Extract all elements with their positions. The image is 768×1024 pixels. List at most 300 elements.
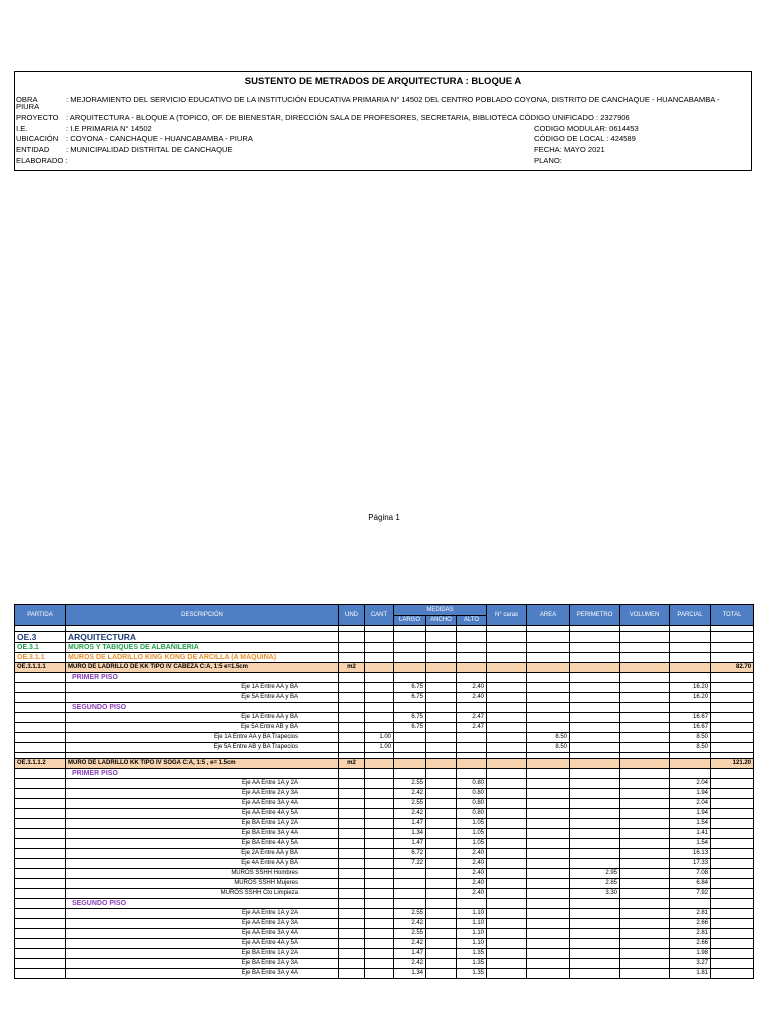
cell-area [527, 949, 570, 959]
cell-und [339, 909, 365, 919]
cell-caras [487, 769, 527, 779]
cell-volumen [620, 899, 670, 909]
cell-perimetro [570, 789, 620, 799]
cell-caras [487, 663, 527, 673]
cell-partida [15, 929, 66, 939]
cell-desc: SEGUNDO PISO [66, 703, 339, 713]
table-row [15, 849, 754, 859]
cell-und [339, 929, 365, 939]
col-partida: PARTIDA [15, 605, 66, 626]
cell-ancho [426, 899, 457, 909]
cell-caras [487, 819, 527, 829]
proyecto-value: : ARQUITECTURA - BLOQUE A (TOPICO, OF. DE BIENESTAR, DIRECCIÓN SALA DE PROFESORES, SECRETARIA, BIBLIOTECA CÓDIGO UNIFICADO : 2327906 [66, 113, 630, 122]
table-row [15, 969, 754, 979]
cell-largo: 2.42 [394, 959, 426, 969]
cell-desc: Eje BA Entre 3A y 4A [66, 969, 339, 979]
cell-largo [394, 643, 426, 653]
cell-ancho [426, 779, 457, 789]
cell-partida [15, 743, 66, 753]
cell-desc: Eje BA Entre 1A y 2A [66, 949, 339, 959]
cell-perimetro [570, 959, 620, 969]
cell-caras [487, 939, 527, 949]
cell-cant [365, 929, 394, 939]
cell-parcial [670, 703, 711, 713]
cell-parcial: 7.92 [670, 889, 711, 899]
cell-ancho [426, 939, 457, 949]
cell-partida [15, 909, 66, 919]
cell-caras [487, 643, 527, 653]
cell-parcial: 1.81 [670, 969, 711, 979]
cell-alto: 1.10 [457, 939, 487, 949]
cell-desc: Eje BA Entre 1A y 2A [66, 819, 339, 829]
cell-ancho [426, 949, 457, 959]
partida-row [15, 663, 754, 673]
cell-caras [487, 859, 527, 869]
table-row [15, 829, 754, 839]
cell-parcial: 16.20 [670, 683, 711, 693]
cell-perimetro: 3.30 [570, 889, 620, 899]
cell-parcial [670, 899, 711, 909]
cell-und [339, 779, 365, 789]
cell-parcial: 17.33 [670, 859, 711, 869]
entidad-label: ENTIDAD [16, 145, 50, 154]
cell-und [339, 919, 365, 929]
col-perimetro: PERIMETRO [570, 605, 620, 626]
cell-perimetro [570, 713, 620, 723]
cell-caras [487, 653, 527, 663]
cell-area [527, 759, 570, 769]
cell-largo: 6.75 [394, 683, 426, 693]
cell-desc: MUROS SSHH Cto Limpieza [66, 889, 339, 899]
cell-total [711, 733, 754, 743]
cell-largo [394, 759, 426, 769]
ubicacion-value: : COYONA - CANCHAQUE - HUANCABAMBA - PIURA [66, 134, 253, 143]
cell-partida [15, 869, 66, 879]
cell-volumen [620, 713, 670, 723]
metrados-body [15, 626, 754, 979]
table-row [15, 909, 754, 919]
cell-alto: 1.10 [457, 919, 487, 929]
cell-parcial: 7.08 [670, 869, 711, 879]
cell-ancho [426, 769, 457, 779]
cell-perimetro [570, 969, 620, 979]
table-row [15, 743, 754, 753]
cell-alto [457, 653, 487, 663]
cell-desc: MURO DE LADRILLO KK TIPO IV SOGA C:A, 1:5 , e= 1.5cm [66, 759, 339, 769]
cell-volumen [620, 829, 670, 839]
col-und: UND [339, 605, 365, 626]
cell-ancho [426, 703, 457, 713]
cell-volumen [620, 969, 670, 979]
cell-total [711, 703, 754, 713]
cell-cant [365, 643, 394, 653]
cell-cant [365, 869, 394, 879]
cell-desc: MUROS SSHH Mujeres [66, 879, 339, 889]
cell-ancho [426, 643, 457, 653]
cell-caras [487, 959, 527, 969]
cell-perimetro: 2.85 [570, 879, 620, 889]
cell-perimetro: 2.95 [570, 869, 620, 879]
cell-desc: PRIMER PISO [66, 673, 339, 683]
cell-partida [15, 673, 66, 683]
cell-area [527, 859, 570, 869]
cell-area: 8.50 [527, 743, 570, 753]
cell-total [711, 743, 754, 753]
cell-caras [487, 723, 527, 733]
obra-label: OBRA [16, 95, 38, 104]
ie-value: : I.E PRIMARIA N° 14502 [66, 124, 152, 133]
cell-volumen [620, 693, 670, 703]
cell-ancho [426, 909, 457, 919]
cell-total [711, 939, 754, 949]
cell-total [711, 969, 754, 979]
cell-perimetro [570, 809, 620, 819]
cell-parcial: 2.04 [670, 779, 711, 789]
cell-desc: MUROS Y TABIQUES DE ALBAÑILERIA [66, 643, 339, 653]
cell-perimetro [570, 849, 620, 859]
cell-caras [487, 713, 527, 723]
section-row [15, 643, 754, 653]
cell-cant [365, 809, 394, 819]
cell-cant [365, 673, 394, 683]
cell-largo: 2.42 [394, 939, 426, 949]
cell-ancho [426, 889, 457, 899]
cell-largo: 1.47 [394, 819, 426, 829]
cell-largo [394, 743, 426, 753]
cell-perimetro [570, 693, 620, 703]
cell-volumen [620, 653, 670, 663]
cell-area: 8.50 [527, 733, 570, 743]
cell-largo: 1.47 [394, 949, 426, 959]
cell-volumen [620, 919, 670, 929]
cell-alto: 1.35 [457, 969, 487, 979]
cell-total [711, 723, 754, 733]
cell-area [527, 713, 570, 723]
cell-desc: Eje 4A Entre AA y BA [66, 859, 339, 869]
cell-ancho [426, 839, 457, 849]
cell-cant [365, 779, 394, 789]
cell-alto: 1.05 [457, 829, 487, 839]
cell-desc: Eje AA Entre 1A y 2A [66, 779, 339, 789]
col-largo: LARGO [394, 616, 426, 626]
table-row [15, 789, 754, 799]
cell-total [711, 799, 754, 809]
cell-parcial: 16.67 [670, 713, 711, 723]
cell-partida [15, 839, 66, 849]
plano: PLANO: [534, 156, 562, 165]
cell-total [711, 789, 754, 799]
col-medidas: MEDIDAS [394, 605, 487, 616]
cell-partida [15, 939, 66, 949]
cell-area [527, 929, 570, 939]
cell-volumen [620, 859, 670, 869]
cell-und [339, 713, 365, 723]
cell-perimetro [570, 829, 620, 839]
cell-total [711, 653, 754, 663]
cell-desc: Eje 1A Entre AA y BA [66, 713, 339, 723]
cell-alto: 1.35 [457, 959, 487, 969]
cell-volumen [620, 769, 670, 779]
cell-volumen [620, 733, 670, 743]
table-row [15, 869, 754, 879]
cell-caras [487, 703, 527, 713]
cell-parcial [670, 673, 711, 683]
table-row [15, 839, 754, 849]
cell-total [711, 779, 754, 789]
cell-largo: 6.75 [394, 693, 426, 703]
cell-desc: Eje AA Entre 2A y 3A [66, 919, 339, 929]
cell-total: 121.20 [711, 759, 754, 769]
cell-und [339, 733, 365, 743]
cell-und [339, 723, 365, 733]
cell-volumen [620, 949, 670, 959]
cell-volumen [620, 939, 670, 949]
cell-ancho [426, 969, 457, 979]
cell-und [339, 703, 365, 713]
cell-volumen [620, 643, 670, 653]
cell-cant [365, 849, 394, 859]
cell-ancho [426, 849, 457, 859]
cell-perimetro [570, 799, 620, 809]
cell-und [339, 819, 365, 829]
cell-ancho [426, 733, 457, 743]
col-ancho: ANCHO [426, 616, 457, 626]
cell-partida [15, 703, 66, 713]
cell-volumen [620, 849, 670, 859]
cell-parcial: 6.84 [670, 879, 711, 889]
cell-alto [457, 743, 487, 753]
cell-partida [15, 683, 66, 693]
cell-ancho [426, 723, 457, 733]
cell-caras [487, 683, 527, 693]
cell-desc: Eje 1A Entre AA y BA Trapecios [66, 733, 339, 743]
col-area: AREA [527, 605, 570, 626]
cell-volumen [620, 683, 670, 693]
entidad-value: : MUNICIPALIDAD DISTRITAL DE CANCHAQUE [66, 145, 233, 154]
cell-total [711, 919, 754, 929]
cell-perimetro [570, 919, 620, 929]
cell-partida [15, 969, 66, 979]
cell-desc: Eje AA Entre 3A y 4A [66, 929, 339, 939]
cell-partida [15, 733, 66, 743]
cell-ancho [426, 819, 457, 829]
cell-desc: Eje AA Entre 2A y 3A [66, 789, 339, 799]
cell-parcial: 1.98 [670, 949, 711, 959]
cell-alto [457, 643, 487, 653]
cell-perimetro [570, 632, 620, 643]
cell-partida [15, 809, 66, 819]
cell-perimetro [570, 909, 620, 919]
cell-ancho [426, 829, 457, 839]
cell-total [711, 632, 754, 643]
cell-area [527, 849, 570, 859]
cell-alto: 2.40 [457, 859, 487, 869]
cell-volumen [620, 929, 670, 939]
cell-ancho [426, 959, 457, 969]
cell-ancho [426, 859, 457, 869]
cell-parcial: 16.20 [670, 693, 711, 703]
cell-alto: 2.40 [457, 683, 487, 693]
cell-partida [15, 819, 66, 829]
cell-caras [487, 899, 527, 909]
cell-perimetro [570, 733, 620, 743]
cell-und [339, 859, 365, 869]
cell-caras [487, 759, 527, 769]
table-row [15, 959, 754, 969]
table-row [15, 939, 754, 949]
cell-desc: MURO DE LADRILLO DE KK TIPO IV CABEZA C:A, 1:5 e=1.5cm [66, 663, 339, 673]
cell-total [711, 839, 754, 849]
cell-alto [457, 899, 487, 909]
cell-largo [394, 869, 426, 879]
cell-und [339, 939, 365, 949]
cell-perimetro [570, 643, 620, 653]
cell-area [527, 703, 570, 713]
table-row [15, 809, 754, 819]
cell-largo [394, 632, 426, 643]
project-header-box [14, 71, 752, 171]
cell-parcial: 16.67 [670, 723, 711, 733]
cell-desc: Eje AA Entre 1A y 2A [66, 909, 339, 919]
cell-total [711, 713, 754, 723]
cell-total [711, 849, 754, 859]
cell-und [339, 799, 365, 809]
cell-perimetro [570, 703, 620, 713]
cell-und: m2 [339, 759, 365, 769]
cell-caras [487, 789, 527, 799]
cell-area [527, 889, 570, 899]
cell-perimetro [570, 949, 620, 959]
cell-und [339, 889, 365, 899]
cell-total [711, 829, 754, 839]
cell-caras [487, 849, 527, 859]
cell-area [527, 819, 570, 829]
metrados-table [14, 604, 754, 979]
cell-largo: 1.47 [394, 839, 426, 849]
table-row [15, 693, 754, 703]
cell-perimetro [570, 819, 620, 829]
cell-caras [487, 779, 527, 789]
cell-partida [15, 949, 66, 959]
cell-partida [15, 889, 66, 899]
cell-caras [487, 839, 527, 849]
cell-ancho [426, 743, 457, 753]
ie-label: I.E. [16, 124, 28, 133]
cell-area [527, 869, 570, 879]
cell-und [339, 829, 365, 839]
cell-desc: Eje 5A Entre AB y BA [66, 723, 339, 733]
cell-desc: MUROS DE LADRILLO KING KONG DE ARCILLA (A MAQUINA) [66, 653, 339, 663]
cell-volumen [620, 759, 670, 769]
cell-parcial: 1.54 [670, 819, 711, 829]
cell-total [711, 959, 754, 969]
cell-ancho [426, 673, 457, 683]
table-row [15, 859, 754, 869]
cell-parcial [670, 632, 711, 643]
cell-alto: 1.10 [457, 929, 487, 939]
cell-cant [365, 789, 394, 799]
obra-value: : MEJORAMIENTO DEL SERVICIO EDUCATIVO DE LA INSTITUCIÓN EDUCATIVA PRIMARIA N° 14502 DEL CENTRO POBLADO COYONA, DISTRITO DE CANCHAQUE - HUANCABAMBA - [66, 95, 720, 104]
cell-cant [365, 839, 394, 849]
cell-alto [457, 632, 487, 643]
cell-area [527, 969, 570, 979]
cell-cant [365, 723, 394, 733]
cell-cant [365, 889, 394, 899]
cell-parcial: 1.41 [670, 829, 711, 839]
cell-volumen [620, 789, 670, 799]
cell-parcial: 2.81 [670, 929, 711, 939]
cell-largo [394, 889, 426, 899]
cell-desc: Eje AA Entre 4A y 5A [66, 939, 339, 949]
cell-desc: Eje AA Entre 4A y 5A [66, 809, 339, 819]
col-volumen: VOLUMEN [620, 605, 670, 626]
cell-caras [487, 909, 527, 919]
cell-total [711, 769, 754, 779]
cell-area [527, 663, 570, 673]
cell-caras [487, 809, 527, 819]
cell-volumen [620, 879, 670, 889]
col-alto: ALTO [457, 616, 487, 626]
cell-cant: 1.00 [365, 743, 394, 753]
cell-cant [365, 919, 394, 929]
cell-cant [365, 799, 394, 809]
cell-cant [365, 959, 394, 969]
cell-perimetro [570, 663, 620, 673]
cell-partida: OE.3.1 [15, 643, 66, 653]
cell-und [339, 789, 365, 799]
cell-desc: Eje 5A Entre AA y BA [66, 693, 339, 703]
cell-cant [365, 632, 394, 643]
cell-volumen [620, 889, 670, 899]
cell-volumen [620, 869, 670, 879]
cell-desc: Eje BA Entre 3A y 4A [66, 829, 339, 839]
cell-partida [15, 959, 66, 969]
cell-und [339, 769, 365, 779]
cell-parcial [670, 759, 711, 769]
cell-perimetro [570, 859, 620, 869]
cell-caras [487, 969, 527, 979]
cell-partida [15, 779, 66, 789]
cell-und [339, 632, 365, 643]
cell-largo: 7.22 [394, 859, 426, 869]
table-row [15, 723, 754, 733]
cell-alto [457, 733, 487, 743]
cell-total [711, 693, 754, 703]
table-row [15, 929, 754, 939]
cell-parcial: 3.27 [670, 959, 711, 969]
cell-alto [457, 759, 487, 769]
cell-largo: 6.72 [394, 849, 426, 859]
cell-ancho [426, 789, 457, 799]
cell-perimetro [570, 723, 620, 733]
cell-und [339, 683, 365, 693]
cell-cant: 1.00 [365, 733, 394, 743]
cell-area [527, 632, 570, 643]
cell-parcial: 16.13 [670, 849, 711, 859]
cell-total [711, 809, 754, 819]
cell-area [527, 919, 570, 929]
cell-cant [365, 899, 394, 909]
cell-area [527, 839, 570, 849]
cell-total [711, 889, 754, 899]
section-row [15, 673, 754, 683]
cell-cant [365, 859, 394, 869]
cell-perimetro [570, 839, 620, 849]
cell-largo: 1.34 [394, 969, 426, 979]
cell-volumen [620, 839, 670, 849]
cell-cant [365, 819, 394, 829]
cell-area [527, 899, 570, 909]
